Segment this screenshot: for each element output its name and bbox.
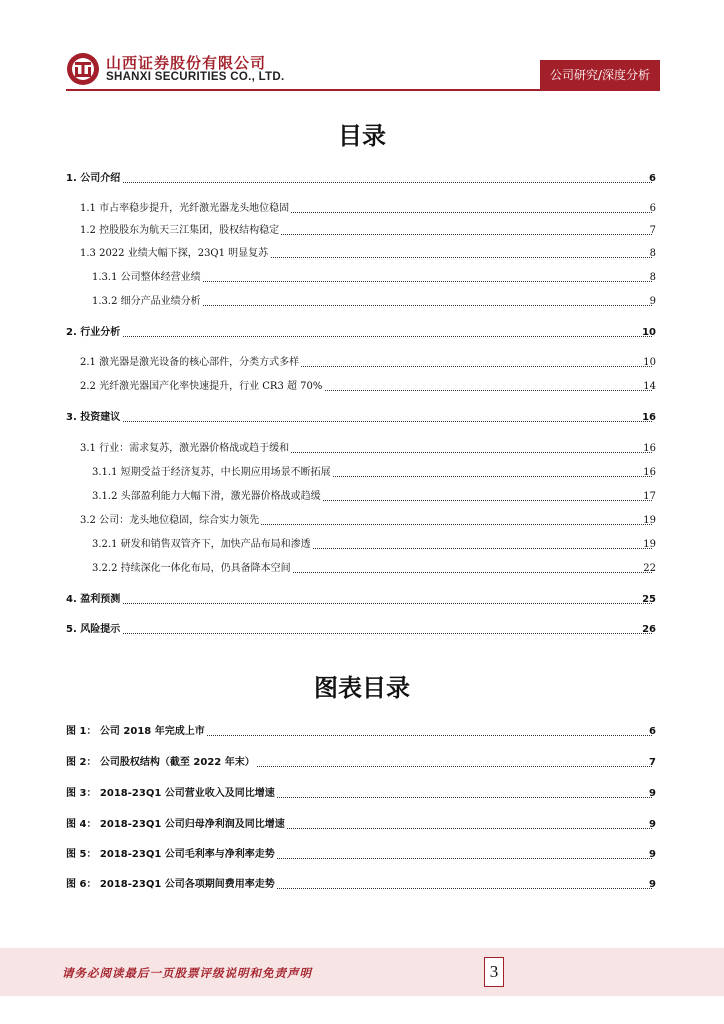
toc-entry-label: 5. 风险提示	[66, 622, 122, 638]
toc-entry[interactable]	[0, 270, 724, 286]
dot-leader	[66, 603, 652, 604]
toc-entry-label: 4. 盈利预测	[66, 592, 122, 608]
toc-entry-label: 1.3 2022 业绩大幅下探，23Q1 明显复苏	[80, 246, 270, 262]
figure-entry-page: 9	[649, 788, 656, 799]
figure-entry[interactable]	[0, 724, 724, 740]
toc-entry[interactable]	[0, 294, 724, 310]
figures-title: 图表目录	[314, 674, 410, 702]
disclaimer-text: 请务必阅读最后一页股票评级说明和免责声明	[62, 966, 312, 980]
header-divider	[66, 89, 660, 91]
toc-entry[interactable]	[0, 325, 724, 341]
company-logo-icon	[66, 52, 100, 86]
toc-entry[interactable]	[0, 379, 724, 395]
dot-leader	[66, 182, 652, 183]
figure-entry-page: 9	[649, 819, 656, 830]
toc-entry[interactable]	[0, 561, 724, 577]
figure-entry-label: 图 5： 2018-23Q1 公司毛利率与净利率走势	[66, 847, 277, 863]
toc-entry[interactable]	[0, 441, 724, 457]
toc-entry-label: 3.2 公司：龙头地位稳固，综合实力领先	[80, 513, 261, 529]
toc-entry[interactable]	[0, 223, 724, 239]
figure-entry-page: 6	[649, 726, 656, 737]
toc-entry-label: 2.1 激光器是激光设备的核心部件，分类方式多样	[80, 355, 301, 371]
company-name-en: SHANXI SECURITIES CO., LTD.	[106, 71, 285, 83]
toc-entry-page: 8	[649, 272, 656, 283]
toc-entry-page: 6	[649, 173, 656, 184]
figure-entry[interactable]	[0, 877, 724, 893]
toc-entry-page: 16	[643, 443, 656, 454]
company-name-cn: 山西证券股份有限公司	[106, 54, 267, 72]
toc-entry[interactable]	[0, 201, 724, 217]
toc-entry-label: 2.2 光纤激光器国产化率快速提升，行业 CR3 超 70%	[80, 379, 324, 395]
figure-entry-label: 图 6： 2018-23Q1 公司各项期间费用率走势	[66, 877, 277, 893]
toc-entry[interactable]	[0, 489, 724, 505]
toc-entry-page: 10	[642, 327, 656, 338]
figure-entry-label: 图 4： 2018-23Q1 公司归母净利润及同比增速	[66, 817, 287, 833]
figure-entry-label: 图 3： 2018-23Q1 公司营业收入及同比增速	[66, 786, 277, 802]
figure-entry[interactable]	[0, 755, 724, 771]
figure-entry[interactable]	[0, 847, 724, 863]
toc-entry-label: 1.1 市占率稳步提升，光纤激光器龙头地位稳固	[80, 201, 291, 217]
figure-entry-page: 7	[649, 757, 656, 768]
figure-entry-label: 图 2： 公司股权结构（截至 2022 年末）	[66, 755, 257, 771]
toc-entry-page: 22	[643, 563, 656, 574]
toc-entry-label: 3.2.1 研发和销售双管齐下，加快产品布局和渗透	[92, 537, 313, 553]
toc-entry-page: 9	[649, 296, 656, 307]
figure-entry-label: 图 1： 公司 2018 年完成上市	[66, 724, 207, 740]
figure-entry-page: 9	[649, 879, 656, 890]
toc-entry-page: 17	[643, 491, 656, 502]
toc-entry-page: 7	[649, 225, 656, 236]
toc-entry-label: 1. 公司介绍	[66, 171, 122, 187]
page-footer	[0, 948, 724, 996]
toc-entry-label: 3. 投资建议	[66, 410, 122, 426]
dot-leader	[66, 633, 652, 634]
toc-entry-label: 3.1 行业：需求复苏，激光器价格战或趋于缓和	[80, 441, 291, 457]
toc-entry-label: 1.3.1 公司整体经营业绩	[92, 270, 203, 286]
toc-entry-page: 26	[642, 624, 656, 635]
toc-entry[interactable]	[0, 513, 724, 529]
figure-entry[interactable]	[0, 817, 724, 833]
page-header	[0, 0, 724, 110]
toc-entry-page: 10	[643, 357, 656, 368]
toc-entry[interactable]	[0, 465, 724, 481]
toc-entry-label: 3.2.2 持续深化一体化布局，仍具备降本空间	[92, 561, 293, 577]
dot-leader	[66, 421, 652, 422]
toc-entry-page: 16	[642, 412, 656, 423]
toc-entry-page: 16	[643, 467, 656, 478]
toc-entry[interactable]	[0, 537, 724, 553]
toc-entry-label: 3.1.1 短期受益于经济复苏，中长期应用场景不断拓展	[92, 465, 333, 481]
figure-entry[interactable]	[0, 786, 724, 802]
toc-entry[interactable]	[0, 592, 724, 608]
page-number: 3	[484, 957, 504, 987]
toc-entry[interactable]	[0, 246, 724, 262]
report-type-tag: 公司研究/深度分析	[540, 60, 660, 90]
toc-entry[interactable]	[0, 171, 724, 187]
toc-entry-label: 2. 行业分析	[66, 325, 122, 341]
toc-title: 目录	[338, 122, 386, 150]
toc-entry[interactable]	[0, 622, 724, 638]
toc-entry-page: 25	[642, 594, 656, 605]
dot-leader	[66, 336, 652, 337]
toc-entry-page: 14	[643, 381, 656, 392]
toc-entry[interactable]	[0, 410, 724, 426]
toc-entry-label: 3.1.2 头部盈利能力大幅下滑，激光器价格战或趋缓	[92, 489, 323, 505]
toc-entry-page: 6	[649, 203, 656, 214]
toc-entry-page: 19	[643, 539, 656, 550]
toc-entry-label: 1.2 控股股东为航天三江集团，股权结构稳定	[80, 223, 281, 239]
toc-entry-label: 1.3.2 细分产品业绩分析	[92, 294, 203, 310]
toc-entry-page: 8	[649, 248, 656, 259]
toc-entry[interactable]	[0, 355, 724, 371]
figure-entry-page: 9	[649, 849, 656, 860]
toc-entry-page: 19	[643, 515, 656, 526]
